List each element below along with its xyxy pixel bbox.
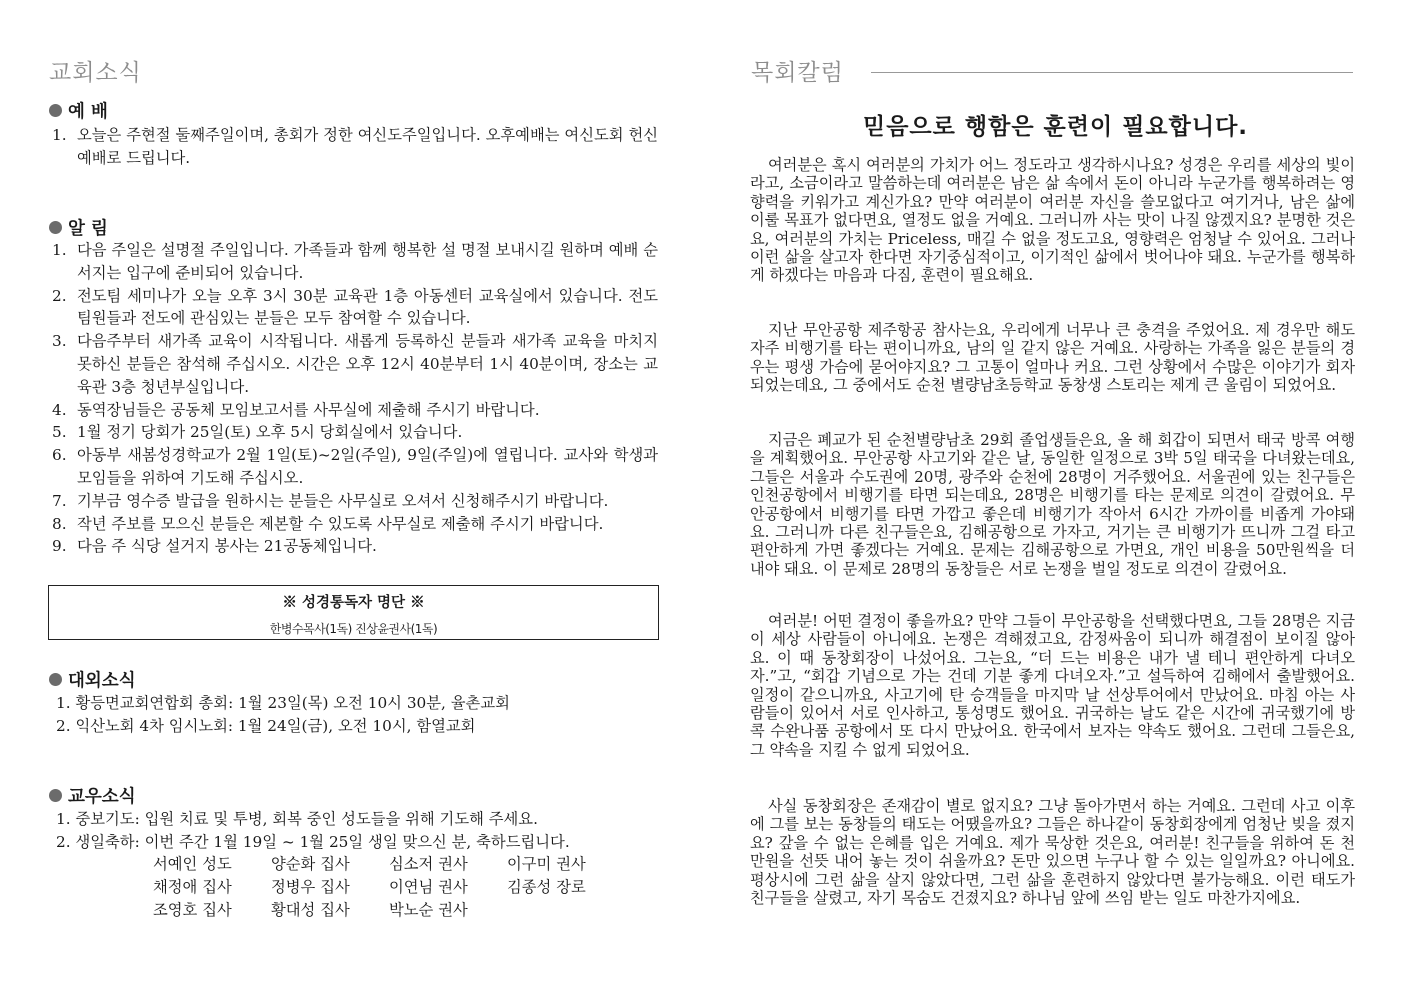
list-item: 7. 기부금 영수증 발급을 원하시는 분들은 사무실로 오셔서 신청해주시기 바랍니다. (52, 491, 609, 510)
birthday-names (153, 853, 625, 921)
notices-heading: 알 림 (49, 215, 108, 240)
pastor-column-heading: 목회칼럼 (751, 60, 844, 86)
list-item: 6. 아동부 새봄성경학교가 2월 1일(토)~2일(주일), 9일(주일)에 열립니다. 교사와 학생과 모임들을 위하여 기도해 주십시오. (52, 446, 658, 487)
bullet-icon (49, 104, 62, 117)
left-page (0, 0, 701, 992)
right-page (701, 0, 1403, 992)
list-item: 4. 동역장님들은 공동체 모임보고서를 사무실에 제출해 주시기 바랍니다. (52, 400, 540, 419)
bible-readers-box (48, 585, 659, 640)
bible-readers-names: 한병수목사(1독) 진상윤권사(1독) (269, 622, 438, 636)
external-item: 1. 황등면교회연합회 총회: 1월 23일(목) 오전 10시 30분, 율촌교회 (56, 694, 510, 712)
bullet-icon (49, 221, 62, 234)
bullet-icon (49, 789, 62, 802)
list-item: 5. 1월 정기 당회가 25일(토) 오후 5시 당회실에서 있습니다. (52, 423, 463, 442)
members-item: 1. 중보기도: 입원 치료 및 투병, 회복 중인 성도들을 위해 기도해 주세요. (56, 810, 538, 828)
external-item: 2. 익산노회 4차 임시노회: 1월 24일(금), 오전 10시, 함열교회 (56, 717, 476, 735)
birthday-row: 서예인 성도 양순화 집사 심소저 권사 이구미 권사 (153, 855, 586, 873)
list-item: 3. 다음주부터 새가족 교육이 시작됩니다. 새롭게 등록하신 분들과 새가족 교육을 마치지 못하신 분들은 참석해 주십시오. 시간은 오후 12시 40분부터 1시 40분이며, 장소는 교육관 3층 청년부실입니다. (52, 332, 658, 396)
list-item: 8. 작년 주보를 모으신 분들은 제본할 수 있도록 사무실로 제출해 주시기 바랍니다. (52, 514, 604, 533)
list-item: 9. 다음 주 식당 설거지 봉사는 21공동체입니다. (52, 537, 377, 556)
column-paragraph: 사실 동창회장은 존재감이 별로 없지요? 그냥 돌아가면서 하는 거예요. 그런데 사고 이후에 그를 보는 동창들의 태도는 어땠을까요? 그들은 하나같이 동창회장에게 엄청난 빚을 졌지요? 갚을 수 없는 은혜를 입은 거예요. 제가 묵상한 것은요, 여러분! 친구들을 위하여 돈 천 만원을 선뜻 내어 놓는 것이 쉬울까요? 돈만 있으면 누구나 할 수 있는 일일까요? 아니에요. 평상시에 그런 삶을 살지 않았다면, 그런 삶을 훈련하지 않았다면 불가능해요. 이런 태도가 친구들을 살렸고, 자기 목숨도 건졌지요? 하나님 앞에 쓰임 받는 일도 마찬가지에요. (750, 797, 1355, 908)
column-paragraph: 여러분! 어떤 결정이 좋을까요? 만약 그들이 무안공항을 선택했다면요, 그들 28명은 지금 이 세상 사람들이 아니에요. 논쟁은 격해졌고요, 감정싸움이 되니까 해결점이 보이질 않아요. 이 때 동창회장이 나섰어요. 그는요, “더 드는 비용은 내가 낼 테니 편안하게 다녀오자.”고, “회갑 기념으로 가는 건데 기분 좋게 다녀오자.”고 설득하여 김해에서 출발했어요. 일정이 같으니까요, 사고기에 탄 승객들을 마지막 날 선상투어에서 만났어요. 마침 아는 사람들이 있어서 서로 인사하고, 통성명도 했어요. 귀국하는 날도 같은 시간에 귀국했기에 방콕 수완나품 공항에서 또 다시 만났어요. 한국에서 보자는 약속도 했어요. 그런데 그들은요, 그 약속을 지킬 수 없게 되었어요. (750, 612, 1355, 759)
column-paragraph: 지금은 폐교가 된 순천별량남초 29회 졸업생들은요, 올 해 회갑이 되면서 태국 방콕 여행을 계획했어요. 무안공항 사고기와 같은 날, 동일한 일정으로 3박 5일 태국을 다녀왔는데요, 그들은 서울과 수도권에 20명, 광주와 순천에 28명이 거주했어요. 서울권에 있는 친구들은 인천공항에서 비행기를 타면 되는데요, 28명은 비행기를 타는 문제로 의견이 갈렸어요. 무안공항에서 비행기를 타면 가깝고 좋은데 비행기가 작아서 6시간 가까이를 비좁게 가야돼요. 그러니까 다른 친구들은요, 김해공항으로 가자고, 거기는 큰 비행기가 뜨니까 그걸 타고 편안하게 가면 좋겠다는 거예요. 문제는 김해공항으로 가면요, 개인 비용을 50만원씩을 더 내야 돼요. 이 문제로 28명의 동창들은 서로 논쟁을 벌일 정도로 의견이 갈렸어요. (750, 431, 1355, 578)
worship-heading: 예 배 (49, 98, 108, 123)
list-item: 1. 오늘은 주현절 둘째주일이며, 총회가 정한 여신도주일입니다. 오후예배는 여신도회 헌신예배로 드립니다. (52, 126, 658, 167)
external-news-heading: 대외소식 (49, 667, 136, 692)
bible-readers-title: ※ 성경통독자 명단 ※ (282, 594, 425, 611)
heading-divider (871, 72, 1353, 73)
members-news-heading: 교우소식 (49, 783, 136, 808)
birthday-row: 채정애 집사 정병우 집사 이연님 권사 김종성 장로 (153, 877, 586, 896)
notices-list (52, 239, 658, 558)
column-title: 믿음으로 행함은 훈련이 필요합니다. (863, 114, 1249, 140)
list-item: 1. 다음 주일은 설명절 주일입니다. 가족들과 함께 행복한 설 명절 보내시길 원하며 예배 순서지는 입구에 준비되어 있습니다. (52, 241, 658, 282)
column-paragraph: 지난 무안공항 제주항공 참사는요, 우리에게 너무나 큰 충격을 주었어요. 제 경우만 해도 자주 비행기를 타는 편이니까요, 남의 일 같지 않은 거예요. 사랑하는 가족을 잃은 분들의 경우는 평생 가슴에 묻어야지요? 그 고통이 얼마나 커요. 그런 상황에서 수많은 이야기가 회자되었는데요, 그 중에서도 순천 별량남초등학교 동창생 스토리는 제게 큰 울림이 되었어요. (750, 321, 1355, 395)
birthday-row: 조영호 집사 황대성 집사 박노순 권사 (153, 900, 468, 919)
church-news-heading: 교회소식 (49, 60, 142, 86)
list-item: 2. 전도팀 세미나가 오늘 오후 3시 30분 교육관 1층 아동센터 교육실에서 있습니다. 전도팀원들과 전도에 관심있는 분들은 모두 참여할 수 있습니다. (52, 286, 658, 328)
column-paragraph: 여러분은 혹시 여러분의 가치가 어느 정도라고 생각하시나요? 성경은 우리를 세상의 빛이라고, 소금이라고 말씀하는데 여러분은 남은 삶 속에서 돈이 아니라 누군가를 행복하려는 영향력을 키워가고 계신가요? 만약 여러분이 여러분 자신을 쓸모없다고 여기거나, 남은 삶에 이룰 목표가 없다면요, 열정도 없을 거예요. 그러니까 사는 맛이 나질 않겠지요? 분명한 것은요, 여러분의 가치는 Priceless, 매길 수 없을 정도고요, 영향력은 엄청날 수 있어요. 그러나 이런 삶을 살고자 한다면 자기중심적이고, 이기적인 삶에서 벗어나야 돼요. 누군가를 행복하게 하겠다는 마음과 다짐, 훈련이 필요해요. (750, 156, 1355, 285)
worship-list (52, 124, 658, 170)
bullet-icon (49, 673, 62, 686)
members-item: 2. 생일축하: 이번 주간 1월 19일 ~ 1월 25일 생일 맞으신 분, 축하드립니다. (56, 833, 570, 851)
